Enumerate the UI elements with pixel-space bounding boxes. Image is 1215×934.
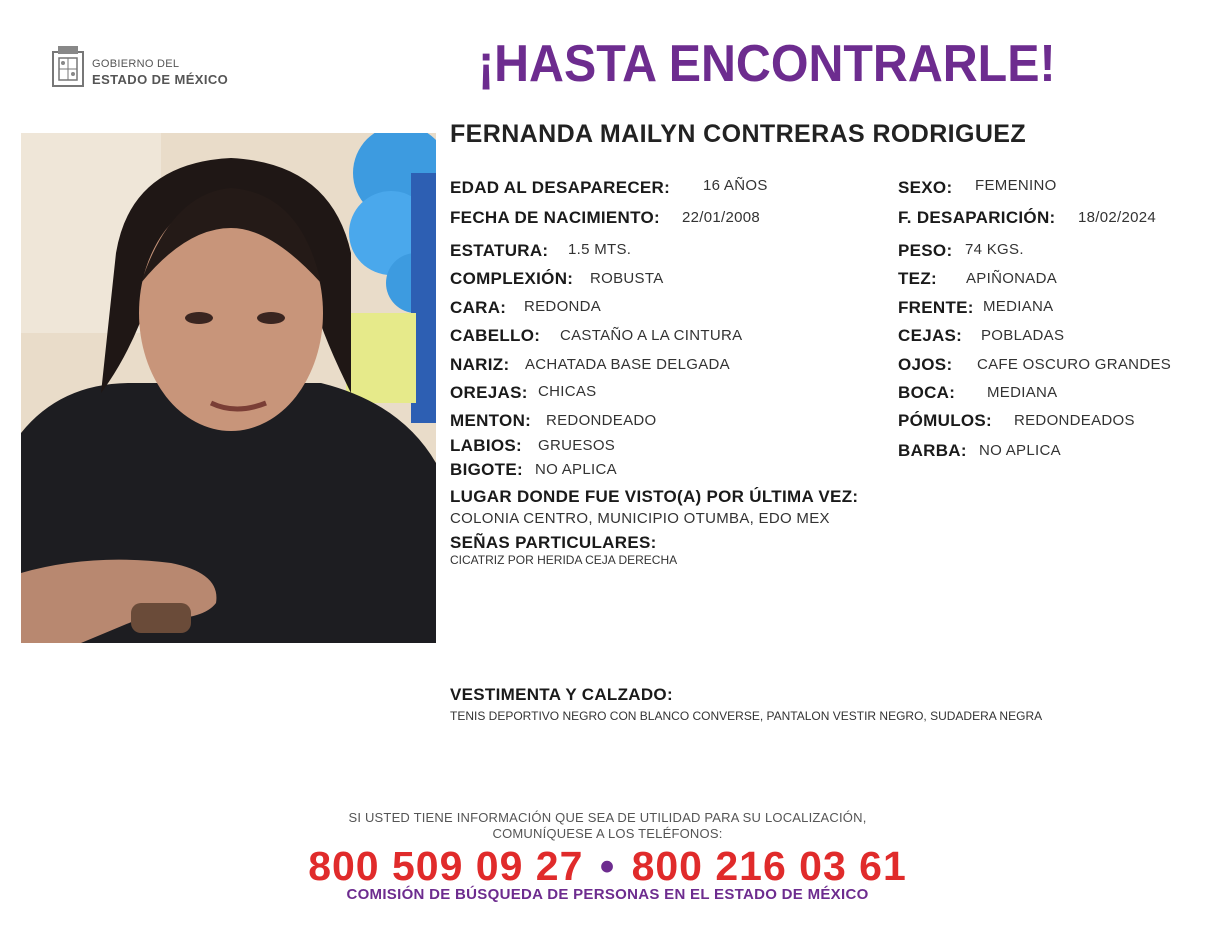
- height-label: ESTATURA:: [450, 241, 549, 260]
- chin-label: MENTON:: [450, 411, 532, 430]
- cheekbones-label: PÓMULOS:: [898, 411, 993, 430]
- contact-info-line-2: COMUNÍQUESE A LOS TELÉFONOS:: [492, 826, 723, 841]
- build-label: COMPLEXIÓN:: [450, 269, 574, 288]
- eyes-value: CAFE OSCURO GRANDES: [977, 356, 1172, 373]
- last-seen-label: LUGAR DONDE FUE VISTO(A) POR ÚLTIMA VEZ:: [450, 487, 859, 506]
- mustache-value: NO APLICA: [535, 461, 617, 478]
- disappearance-date-label: F. DESAPARICIÓN:: [898, 208, 1056, 227]
- phone-number-1[interactable]: 800 509 09 27: [308, 843, 584, 889]
- contact-info-line-1: SI USTED TIENE INFORMACIÓN QUE SEA DE UTILIDAD PARA SU LOCALIZACIÓN,: [348, 810, 867, 825]
- lips-label: LABIOS:: [450, 436, 522, 455]
- face-value: REDONDA: [524, 298, 602, 315]
- height-value: 1.5 MTS.: [568, 241, 632, 258]
- logo-line-2: ESTADO DE MÉXICO: [92, 72, 229, 87]
- mouth-label: BOCA:: [898, 383, 956, 402]
- nose-value: ACHATADA BASE DELGADA: [525, 356, 730, 373]
- nose-label: NARIZ:: [450, 355, 510, 374]
- ears-label: OREJAS:: [450, 383, 528, 402]
- lips-value: GRUESOS: [538, 437, 616, 454]
- marks-label: SEÑAS PARTICULARES:: [450, 533, 657, 552]
- last-seen-value: COLONIA CENTRO, MUNICIPIO OTUMBA, EDO MEX: [450, 510, 830, 527]
- weight-label: PESO:: [898, 241, 953, 260]
- beard-value: NO APLICA: [979, 442, 1061, 459]
- government-logo: [48, 42, 248, 92]
- clothing-label: VESTIMENTA Y CALZADO:: [450, 685, 673, 704]
- phone-number-2[interactable]: 800 216 03 61: [631, 843, 907, 889]
- hair-label: CABELLO:: [450, 326, 541, 345]
- logo-line-1: GOBIERNO DEL: [92, 58, 180, 70]
- face-label: CARA:: [450, 298, 507, 317]
- beard-label: BARBA:: [898, 441, 967, 460]
- ears-value: CHICAS: [538, 383, 597, 400]
- clothing-value: TENIS DEPORTIVO NEGRO CON BLANCO CONVERSE, PANTALON VESTIR NEGRO, SUDADERA NEGRA: [450, 709, 1043, 723]
- complexion-label: TEZ:: [898, 269, 937, 288]
- birthdate-label: FECHA DE NACIMIENTO:: [450, 208, 660, 227]
- marks-value: CICATRIZ POR HERIDA CEJA DERECHA: [450, 553, 678, 567]
- forehead-label: FRENTE:: [898, 298, 974, 317]
- sex-label: SEXO:: [898, 178, 953, 197]
- mustache-label: BIGOTE:: [450, 460, 523, 479]
- eyes-label: OJOS:: [898, 355, 953, 374]
- complexion-value: APIÑONADA: [966, 270, 1058, 287]
- state-seal-icon: [50, 44, 86, 88]
- birthdate-value: 22/01/2008: [682, 209, 761, 226]
- person-name: FERNANDA MAILYN CONTRERAS RODRIGUEZ: [450, 120, 1027, 148]
- missing-person-photo: [21, 133, 436, 643]
- age-label: EDAD AL DESAPARECER:: [450, 178, 671, 197]
- weight-value: 74 KGS.: [965, 241, 1024, 258]
- sex-value: FEMENINO: [975, 177, 1057, 194]
- phone-separator: •: [599, 843, 616, 889]
- headline: ¡HASTA ENCONTRARLE!: [478, 35, 1056, 93]
- chin-value: REDONDEADO: [546, 412, 657, 429]
- forehead-value: MEDIANA: [983, 298, 1054, 315]
- eyebrows-label: CEJAS:: [898, 326, 963, 345]
- disappearance-date-value: 18/02/2024: [1078, 209, 1157, 226]
- commission-name: COMISIÓN DE BÚSQUEDA DE PERSONAS EN EL ESTADO DE MÉXICO: [346, 886, 869, 903]
- cheekbones-value: REDONDEADOS: [1014, 412, 1135, 429]
- hair-value: CASTAÑO A LA CINTURA: [560, 327, 743, 344]
- mouth-value: MEDIANA: [987, 384, 1058, 401]
- eyebrows-value: POBLADAS: [981, 327, 1065, 344]
- build-value: ROBUSTA: [590, 270, 664, 287]
- age-value: 16 AÑOS: [703, 177, 768, 194]
- phone-numbers: [0, 843, 1215, 890]
